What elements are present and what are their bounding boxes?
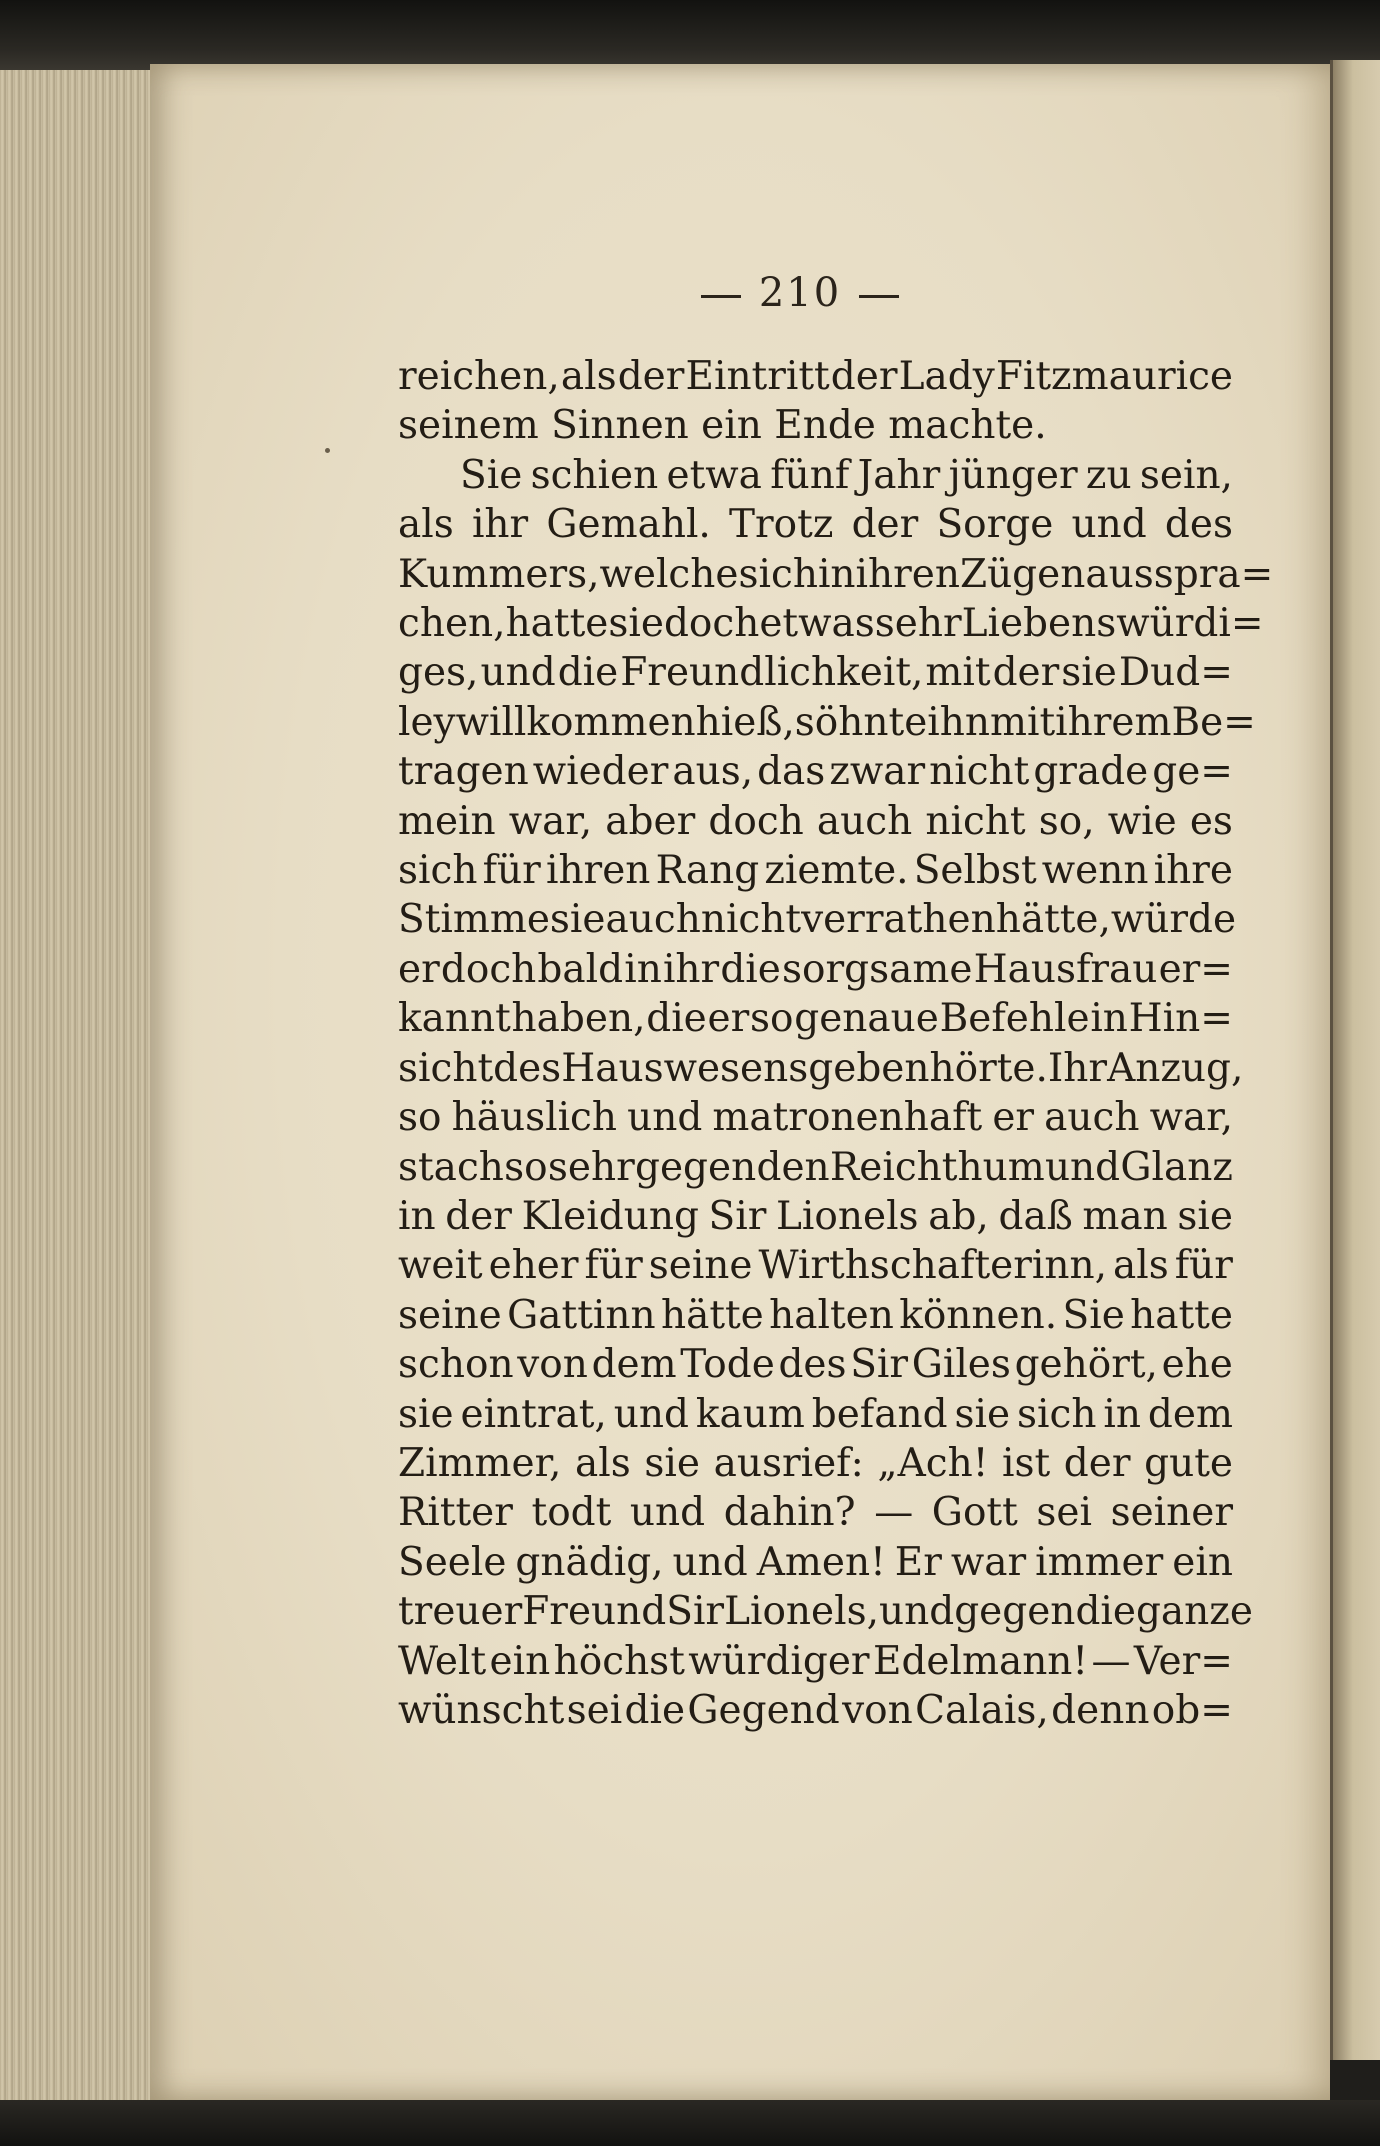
text-line: kannt haben, die er so genaue Befehle in Hin=	[398, 996, 1233, 1042]
text-line: Sie schien etwa fünf Jahr jünger zu sein,	[460, 452, 1233, 498]
text-line: so häuslich und matronenhaft er auch war,	[398, 1095, 1233, 1141]
body-text	[398, 352, 1274, 1735]
text-line: ges, und die Freundlichkeit, mit der sie Dud=	[398, 650, 1233, 696]
text-line: ley willkommen hieß, söhnte ihn mit ihrem Be=	[398, 699, 1256, 745]
text-line: als ihr Gemahl. Trotz der Sorge und des	[398, 502, 1233, 548]
ink-speck	[325, 448, 330, 453]
text-line: Kummers, welche sich in ihren Zügen ausspra=	[398, 551, 1274, 597]
text-line: sie eintrat, und kaum befand sie sich in dem	[398, 1391, 1233, 1437]
text-line: wünscht sei die Gegend von Calais, denn ob=	[398, 1687, 1233, 1733]
text-line: Zimmer, als sie ausrief: „Ach! ist der gute	[398, 1440, 1233, 1486]
text-line: Welt ein höchst würdiger Edelmann! — Ver=	[398, 1638, 1233, 1684]
header-dash-right	[859, 295, 899, 298]
text-line: seine Gattinn hätte halten können. Sie hatte	[398, 1292, 1233, 1338]
text-line: sicht des Hauswesens geben hörte. Ihr Anzug,	[398, 1045, 1244, 1091]
text-line: Ritter todt und dahin? — Gott sei seiner	[398, 1490, 1233, 1536]
text-line: stach so sehr gegen den Reichthum und Glanz	[398, 1144, 1233, 1190]
text-line: in der Kleidung Sir Lionels ab, daß man sie	[398, 1193, 1233, 1239]
next-page-edge	[1330, 60, 1380, 2060]
page-edges	[0, 70, 162, 2100]
top-shadow	[0, 0, 1380, 70]
header-dash-left	[701, 295, 741, 298]
text-line: reichen, als der Eintritt der Lady Fitzmaurice	[398, 354, 1233, 399]
text-line: schon von dem Tode des Sir Giles gehört, ehe	[398, 1342, 1233, 1388]
text-line: weit eher für seine Wirthschafterinn, als für	[398, 1243, 1233, 1289]
text-line: mein war, aber doch auch nicht so, wie es	[398, 798, 1233, 844]
text-line: er doch bald in ihr die sorgsame Hausfrau er=	[398, 946, 1233, 992]
text-line: sich für ihren Rang ziemte. Selbst wenn ihre	[398, 848, 1233, 894]
text-line: seinem Sinnen ein Ende machte.	[398, 403, 1047, 449]
text-line: tragen wieder aus, das zwar nicht grade ge=	[398, 749, 1233, 795]
text-line: treuer Freund Sir Lionels, und gegen die ganze	[398, 1589, 1253, 1635]
bottom-shadow	[0, 2100, 1380, 2146]
text-line: chen, hatte sie doch etwas sehr Liebenswürdi=	[398, 601, 1264, 647]
page-header	[660, 270, 940, 316]
page-number: 210	[758, 270, 842, 316]
text-line: Stimme sie auch nicht verrathen hätte, würde	[398, 897, 1237, 943]
text-line: Seele gnädig, und Amen! Er war immer ein	[398, 1539, 1233, 1585]
